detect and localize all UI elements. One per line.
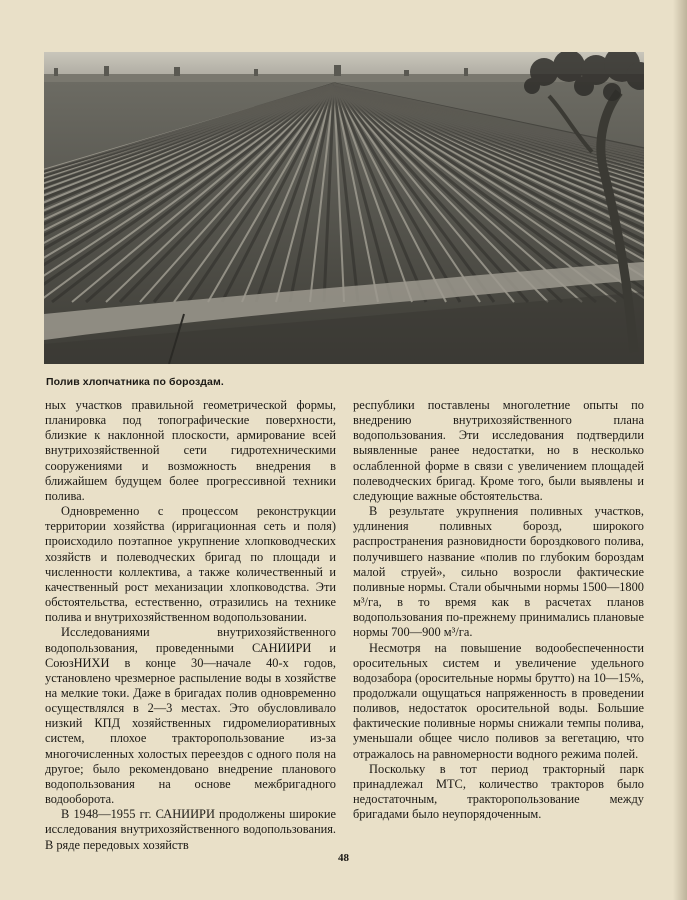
paragraph: Несмотря на повышение водообеспеченности оросительных систем и увеличение удельного водозабора (оросительные нормы брутто) на 10—15%, продолжали ощущаться напряженность в проведении поливов, недостаток оросительной воды. Большие фактические поливные нормы снижали темпы полива, уменьшали общее число поливов за вегетацию, что отражалось на равномерности водного режима полей.: [353, 640, 644, 761]
figure-caption: Полив хлопчатника по бороздам.: [46, 376, 224, 388]
field-irrigation-photo: [44, 52, 644, 364]
paragraph: В 1948—1955 гг. САНИИРИ продолжены широкие исследования внутрихозяйственного водопользования. В ряде передовых хозяйств: [45, 807, 336, 852]
page-edge-shadow: [673, 0, 687, 900]
paragraph: ных участков правильной геометрической формы, планировка под топографические поверхности, близкие к наклонной плоскости, армирование всей внутрихозяйственной сети гидротехническими сооружениями и возможность внедрения в ближайшем будущем более прогрессивной техники полива.: [45, 398, 336, 503]
paragraph: Одновременно с процессом реконструкции территории хозяйства (ирригационная сеть и поля) происходило поэтапное укрупнение хлопководческих хозяйств и полеводческих бригад по площади и численности коллектива, а также количественный и качественный рост механизации хлопководства. Эти обстоятельства, естественно, отразились на технике полива и внутрихозяйственном водопользовании.: [45, 504, 336, 625]
paragraph: Поскольку в тот период тракторный парк принадлежал МТС, количество тракторов было недостаточным, тракторопользование между бригадами было неупорядоченным.: [353, 761, 644, 822]
page-number: 48: [338, 852, 349, 864]
right-text-column: [353, 398, 644, 822]
paragraph: В результате укрупнения поливных участков, удлинения поливных борозд, широкого распространения разновидности бороздкового полива, получившего название «полив по глубоким бороздам малой струей», сильно возросли фактические поливные нормы. Стали обычными нормы 1500—1800 м³/га, в то время как в расчетах планов водопользования по-прежнему принимались плановые нормы 700—900 м³/га.: [353, 504, 644, 640]
furrow-field-image: [44, 52, 644, 364]
left-text-column: [45, 398, 336, 853]
paragraph: республики поставлены многолетние опыты по внедрению внутрихозяйственного плана водопользования. Эти исследования подтвердили выявленные ранее недостатки, но в несколько ослабленной форме в связи с увеличением площадей полеводческих бригад. Кроме того, были выявлены и следующие важные обстоятельства.: [353, 398, 644, 503]
paragraph: Исследованиями внутрихозяйственного водопользования, проведенными САНИИРИ и СоюзНИХИ в конце 30—начале 40-х годов, установлено чрезмерное распыление воды в хозяйстве на мелкие токи. Даже в бригадах полив одновременно осуществлялся в 2—3 местах. Это обусловливало низкий КПД хозяйственных гидромелиоративных систем, плохое тракторопользование из-за многочисленных холостых переездов с одного поля на другое; было рекомендовано внедрение планового водопользования на основе межбригадного водооборота.: [45, 625, 336, 807]
